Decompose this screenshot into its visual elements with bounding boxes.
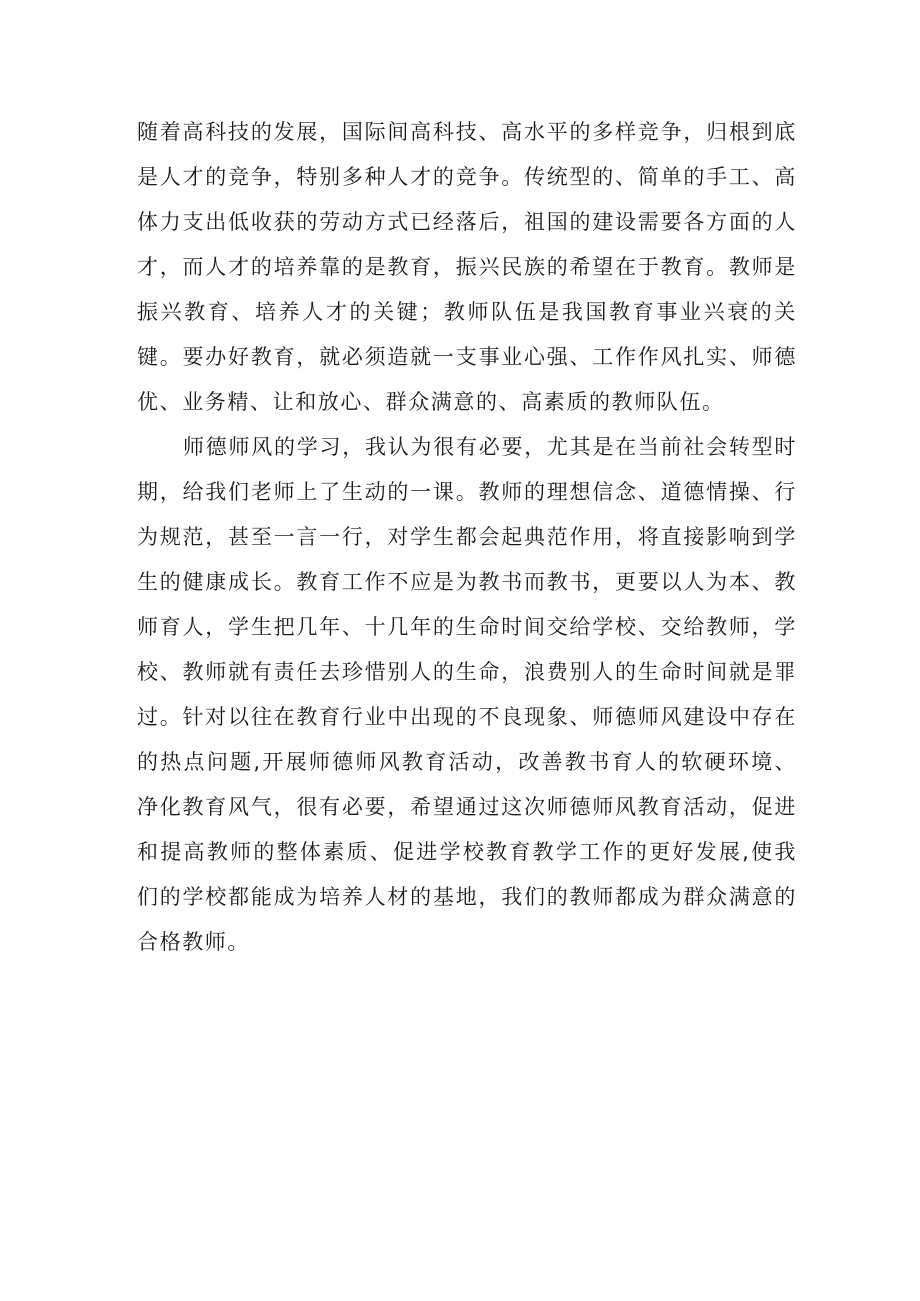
paragraph-1: 随着高科技的发展，国际间高科技、高水平的多样竞争，归根到底是人才的竞争，特别多种人才的竞争。传统型的、简单的手工、高体力支出低收获的劳动方式已经落后，祖国的建设需要各方面的人才，而人才的培养靠的是教育，振兴民族的希望在于教育。教师是振兴教育、培养人才的关键；教师队伍是我国教育事业兴衰的关键。要办好教育，就必须造就一支事业心强、工作作风扎实、师德优、业务精、让和放心、群众满意的、高素质的教师队伍。: [137, 120, 797, 414]
paragraph-2: 师德师风的学习，我认为很有必要，尤其是在当前社会转型时期，给我们老师上了生动的一课。教师的理想信念、道德情操、行为规范，甚至一言一行，对学生都会起典范作用，将直接影响到学生的健康成长。教育工作不应是为教书而教书，更要以人为本、教师育人，学生把几年、十几年的生命时间交给学校、交给教师，学校、教师就有责任去珍惜别人的生命，浪费别人的生命时间就是罪过。针对以往在教育行业中出现的不良现象、师德师风建设中存在的热点问题,开展师德师风教育活动，改善教书育人的软硬环境、净化教育风气，很有必要，希望通过这次师德师风教育活动，促进和提高教师的整体素质、促进学校教育教学工作的更好发展,使我们的学校都能成为培养人材的基地，我们的教师都成为群众满意的合格教师。: [137, 435, 797, 954]
document-body: [137, 110, 797, 965]
